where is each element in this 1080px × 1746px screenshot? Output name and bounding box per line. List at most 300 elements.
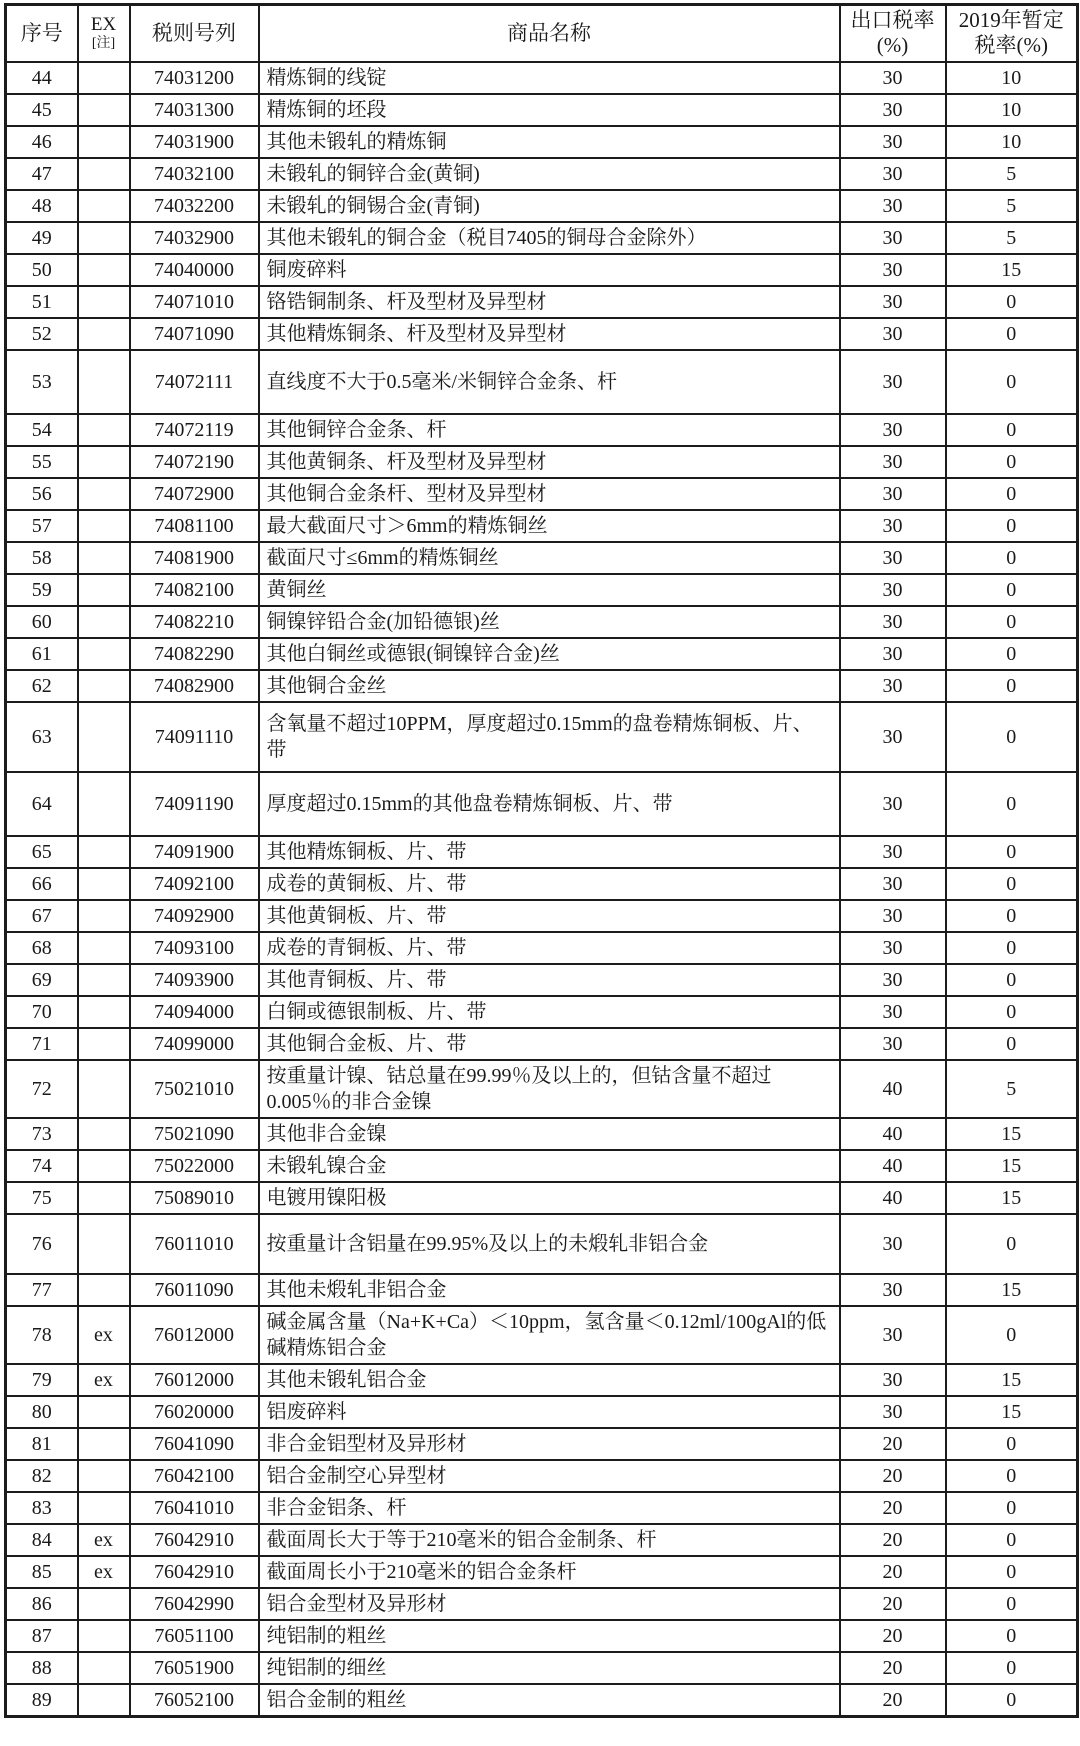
cell-ex (78, 1492, 130, 1524)
cell-code: 74099000 (130, 1028, 259, 1060)
cell-rate-2019: 0 (946, 606, 1078, 638)
cell-seq: 48 (6, 190, 78, 222)
table-row (6, 1556, 1078, 1588)
cell-code: 75089010 (130, 1182, 259, 1214)
cell-name: 铜镍锌铅合金(加铅德银)丝 (259, 606, 840, 638)
cell-export-rate: 30 (840, 190, 946, 222)
table-row (6, 1588, 1078, 1620)
cell-code: 74031300 (130, 94, 259, 126)
table-row (6, 868, 1078, 900)
table-row (6, 1428, 1078, 1460)
cell-rate-2019: 0 (946, 1492, 1078, 1524)
cell-name: 其他未锻轧的精炼铜 (259, 126, 840, 158)
table-row (6, 1524, 1078, 1556)
cell-rate-2019: 5 (946, 222, 1078, 254)
cell-ex (78, 1684, 130, 1717)
cell-code: 74071010 (130, 286, 259, 318)
cell-name: 碱金属含量（Na+K+Ca）＜10ppm，氢含量＜0.12ml/100gAl的低碱精炼铝合金 (259, 1306, 840, 1364)
cell-export-rate: 30 (840, 126, 946, 158)
table-row (6, 1182, 1078, 1214)
cell-name: 截面尺寸≤6mm的精炼铜丝 (259, 542, 840, 574)
cell-rate-2019: 0 (946, 702, 1078, 772)
cell-name: 截面周长小于210毫米的铝合金条杆 (259, 1556, 840, 1588)
cell-code: 76041010 (130, 1492, 259, 1524)
cell-ex (78, 222, 130, 254)
cell-ex (78, 606, 130, 638)
cell-ex (78, 190, 130, 222)
cell-ex: ex (78, 1524, 130, 1556)
table-row (6, 1396, 1078, 1428)
cell-rate-2019: 0 (946, 868, 1078, 900)
cell-rate-2019: 15 (946, 254, 1078, 286)
cell-export-rate: 30 (840, 670, 946, 702)
table-row (6, 574, 1078, 606)
cell-code: 74093900 (130, 964, 259, 996)
column-header-export-rate-unit: (%) (876, 33, 909, 58)
table-row (6, 542, 1078, 574)
cell-export-rate: 30 (840, 542, 946, 574)
cell-ex (78, 772, 130, 836)
cell-seq: 88 (6, 1652, 78, 1684)
cell-seq: 69 (6, 964, 78, 996)
table-row (6, 1028, 1078, 1060)
cell-rate-2019: 0 (946, 900, 1078, 932)
cell-rate-2019: 0 (946, 1684, 1078, 1717)
cell-ex (78, 1214, 130, 1274)
table-row (6, 702, 1078, 772)
cell-seq: 78 (6, 1306, 78, 1364)
cell-rate-2019: 0 (946, 772, 1078, 836)
table-row (6, 414, 1078, 446)
table-row (6, 1620, 1078, 1652)
cell-name: 其他铜锌合金条、杆 (259, 414, 840, 446)
table-row (6, 1118, 1078, 1150)
cell-rate-2019: 0 (946, 1214, 1078, 1274)
cell-name: 其他铜合金条杆、型材及异型材 (259, 478, 840, 510)
cell-seq: 55 (6, 446, 78, 478)
table-row (6, 606, 1078, 638)
cell-rate-2019: 0 (946, 638, 1078, 670)
column-header-code-label: 税则号列 (152, 20, 236, 45)
cell-name: 直线度不大于0.5毫米/米铜锌合金条、杆 (259, 350, 840, 414)
cell-code: 74082100 (130, 574, 259, 606)
cell-rate-2019: 15 (946, 1182, 1078, 1214)
cell-export-rate: 30 (840, 1214, 946, 1274)
cell-code: 74040000 (130, 254, 259, 286)
cell-rate-2019: 0 (946, 996, 1078, 1028)
cell-name: 精炼铜的坯段 (259, 94, 840, 126)
cell-code: 74072119 (130, 414, 259, 446)
cell-code: 74093100 (130, 932, 259, 964)
table-row (6, 350, 1078, 414)
cell-ex (78, 1028, 130, 1060)
cell-code: 74032100 (130, 158, 259, 190)
cell-rate-2019: 0 (946, 542, 1078, 574)
cell-seq: 64 (6, 772, 78, 836)
cell-name: 黄铜丝 (259, 574, 840, 606)
cell-ex (78, 670, 130, 702)
cell-name: 其他未煅轧非铝合金 (259, 1274, 840, 1306)
cell-seq: 65 (6, 836, 78, 868)
cell-export-rate: 20 (840, 1460, 946, 1492)
cell-seq: 77 (6, 1274, 78, 1306)
cell-rate-2019: 0 (946, 964, 1078, 996)
cell-code: 76052100 (130, 1684, 259, 1717)
table-row (6, 158, 1078, 190)
cell-code: 74072190 (130, 446, 259, 478)
cell-ex (78, 158, 130, 190)
cell-seq: 46 (6, 126, 78, 158)
cell-code: 74072900 (130, 478, 259, 510)
cell-rate-2019: 0 (946, 1556, 1078, 1588)
cell-name: 其他精炼铜板、片、带 (259, 836, 840, 868)
cell-export-rate: 30 (840, 510, 946, 542)
table-row (6, 996, 1078, 1028)
table-row (6, 964, 1078, 996)
cell-code: 74092100 (130, 868, 259, 900)
column-header-export-rate-label: 出口税率 (850, 8, 935, 33)
cell-seq: 74 (6, 1150, 78, 1182)
cell-code: 76011010 (130, 1214, 259, 1274)
cell-code: 75021010 (130, 1060, 259, 1118)
cell-name: 成卷的黄铜板、片、带 (259, 868, 840, 900)
cell-code: 74091190 (130, 772, 259, 836)
cell-export-rate: 30 (840, 772, 946, 836)
cell-code: 74032900 (130, 222, 259, 254)
cell-seq: 86 (6, 1588, 78, 1620)
cell-code: 74092900 (130, 900, 259, 932)
cell-export-rate: 30 (840, 254, 946, 286)
table-row (6, 1306, 1078, 1364)
cell-name: 按重量计镍、钴总量在99.99％及以上的，但钴含量不超过0.005％的非合金镍 (259, 1060, 840, 1118)
cell-code: 74031200 (130, 62, 259, 94)
cell-export-rate: 30 (840, 1306, 946, 1364)
table-row (6, 510, 1078, 542)
cell-name: 其他未锻轧铝合金 (259, 1364, 840, 1396)
cell-ex (78, 638, 130, 670)
cell-seq: 72 (6, 1060, 78, 1118)
cell-seq: 61 (6, 638, 78, 670)
cell-ex (78, 126, 130, 158)
cell-ex (78, 1118, 130, 1150)
cell-ex (78, 542, 130, 574)
cell-export-rate: 20 (840, 1556, 946, 1588)
cell-code: 76042910 (130, 1524, 259, 1556)
column-header-seq (6, 5, 78, 62)
table-row (6, 1492, 1078, 1524)
cell-ex (78, 836, 130, 868)
cell-export-rate: 20 (840, 1620, 946, 1652)
cell-name: 其他未锻轧的铜合金（税目7405的铜母合金除外） (259, 222, 840, 254)
cell-ex (78, 1182, 130, 1214)
cell-ex (78, 254, 130, 286)
cell-code: 76042100 (130, 1460, 259, 1492)
cell-rate-2019: 10 (946, 62, 1078, 94)
cell-code: 74071090 (130, 318, 259, 350)
cell-seq: 67 (6, 900, 78, 932)
cell-rate-2019: 0 (946, 932, 1078, 964)
cell-export-rate: 20 (840, 1428, 946, 1460)
table-body (6, 62, 1078, 1717)
cell-seq: 45 (6, 94, 78, 126)
cell-rate-2019: 15 (946, 1364, 1078, 1396)
cell-ex (78, 62, 130, 94)
cell-seq: 80 (6, 1396, 78, 1428)
cell-ex (78, 1060, 130, 1118)
cell-seq: 49 (6, 222, 78, 254)
cell-name: 其他青铜板、片、带 (259, 964, 840, 996)
cell-code: 74082290 (130, 638, 259, 670)
table-row (6, 1150, 1078, 1182)
cell-rate-2019: 0 (946, 446, 1078, 478)
column-header-export-rate (840, 5, 946, 62)
cell-export-rate: 30 (840, 1364, 946, 1396)
column-header-ex-label: EX (90, 14, 117, 36)
table-row (6, 94, 1078, 126)
cell-code: 76051100 (130, 1620, 259, 1652)
cell-name: 其他非合金镍 (259, 1118, 840, 1150)
cell-ex (78, 1274, 130, 1306)
cell-rate-2019: 0 (946, 510, 1078, 542)
cell-ex (78, 350, 130, 414)
cell-seq: 83 (6, 1492, 78, 1524)
cell-code: 76042990 (130, 1588, 259, 1620)
cell-name: 其他精炼铜条、杆及型材及异型材 (259, 318, 840, 350)
cell-ex (78, 318, 130, 350)
cell-export-rate: 30 (840, 158, 946, 190)
cell-seq: 47 (6, 158, 78, 190)
cell-rate-2019: 0 (946, 1620, 1078, 1652)
cell-rate-2019: 0 (946, 1460, 1078, 1492)
table-row (6, 638, 1078, 670)
cell-export-rate: 30 (840, 868, 946, 900)
cell-export-rate: 30 (840, 702, 946, 772)
cell-export-rate: 30 (840, 606, 946, 638)
cell-code: 76011090 (130, 1274, 259, 1306)
cell-ex (78, 414, 130, 446)
cell-name: 其他白铜丝或德银(铜镍锌合金)丝 (259, 638, 840, 670)
cell-name: 铝合金制的粗丝 (259, 1684, 840, 1717)
cell-seq: 56 (6, 478, 78, 510)
cell-ex (78, 932, 130, 964)
cell-rate-2019: 15 (946, 1396, 1078, 1428)
cell-code: 75021090 (130, 1118, 259, 1150)
table-row (6, 478, 1078, 510)
cell-rate-2019: 15 (946, 1150, 1078, 1182)
cell-seq: 68 (6, 932, 78, 964)
cell-seq: 62 (6, 670, 78, 702)
cell-rate-2019: 0 (946, 1028, 1078, 1060)
cell-export-rate: 30 (840, 62, 946, 94)
cell-code: 76020000 (130, 1396, 259, 1428)
table-row (6, 670, 1078, 702)
cell-code: 74082210 (130, 606, 259, 638)
cell-name: 电镀用镍阳极 (259, 1182, 840, 1214)
cell-name: 铜废碎料 (259, 254, 840, 286)
cell-name: 未锻轧的铜锌合金(黄铜) (259, 158, 840, 190)
cell-code: 74072111 (130, 350, 259, 414)
table-row (6, 932, 1078, 964)
cell-rate-2019: 0 (946, 1588, 1078, 1620)
cell-ex (78, 868, 130, 900)
cell-ex (78, 446, 130, 478)
cell-rate-2019: 15 (946, 1118, 1078, 1150)
cell-ex: ex (78, 1306, 130, 1364)
cell-name: 铝合金型材及异形材 (259, 1588, 840, 1620)
cell-code: 76041090 (130, 1428, 259, 1460)
cell-seq: 89 (6, 1684, 78, 1717)
cell-ex (78, 900, 130, 932)
table-row (6, 62, 1078, 94)
cell-seq: 44 (6, 62, 78, 94)
cell-ex (78, 964, 130, 996)
cell-ex (78, 1588, 130, 1620)
cell-export-rate: 30 (840, 900, 946, 932)
cell-code: 75022000 (130, 1150, 259, 1182)
cell-export-rate: 30 (840, 414, 946, 446)
cell-name: 成卷的青铜板、片、带 (259, 932, 840, 964)
cell-rate-2019: 5 (946, 190, 1078, 222)
table-row (6, 318, 1078, 350)
cell-export-rate: 30 (840, 574, 946, 606)
cell-seq: 52 (6, 318, 78, 350)
table-row (6, 126, 1078, 158)
cell-name: 含氧量不超过10PPM，厚度超过0.15mm的盘卷精炼铜板、片、带 (259, 702, 840, 772)
cell-code: 74091900 (130, 836, 259, 868)
cell-export-rate: 40 (840, 1060, 946, 1118)
table-row (6, 1274, 1078, 1306)
cell-export-rate: 30 (840, 222, 946, 254)
cell-name: 白铜或德银制板、片、带 (259, 996, 840, 1028)
cell-seq: 87 (6, 1620, 78, 1652)
cell-export-rate: 20 (840, 1652, 946, 1684)
cell-export-rate: 30 (840, 964, 946, 996)
cell-export-rate: 30 (840, 1274, 946, 1306)
cell-export-rate: 30 (840, 350, 946, 414)
cell-export-rate: 30 (840, 996, 946, 1028)
table-row (6, 1364, 1078, 1396)
table-row (6, 1684, 1078, 1717)
table-row (6, 254, 1078, 286)
table-row (6, 1060, 1078, 1118)
cell-seq: 53 (6, 350, 78, 414)
cell-seq: 60 (6, 606, 78, 638)
cell-seq: 66 (6, 868, 78, 900)
cell-export-rate: 30 (840, 94, 946, 126)
column-header-ex-note: [注] (91, 36, 116, 51)
column-header-name (259, 5, 840, 62)
cell-export-rate: 30 (840, 638, 946, 670)
cell-name: 其他黄铜板、片、带 (259, 900, 840, 932)
cell-seq: 63 (6, 702, 78, 772)
column-header-code (130, 5, 259, 62)
cell-rate-2019: 0 (946, 1652, 1078, 1684)
header-row (6, 5, 1078, 62)
cell-rate-2019: 15 (946, 1274, 1078, 1306)
column-header-seq-label: 序号 (20, 20, 63, 45)
cell-rate-2019: 0 (946, 1306, 1078, 1364)
cell-export-rate: 20 (840, 1588, 946, 1620)
cell-code: 74081900 (130, 542, 259, 574)
export-tariff-table (4, 3, 1079, 1718)
cell-export-rate: 30 (840, 478, 946, 510)
cell-ex (78, 1652, 130, 1684)
table-row (6, 1460, 1078, 1492)
cell-name: 未锻轧的铜锡合金(青铜) (259, 190, 840, 222)
cell-seq: 54 (6, 414, 78, 446)
cell-seq: 71 (6, 1028, 78, 1060)
cell-export-rate: 30 (840, 1028, 946, 1060)
cell-export-rate: 40 (840, 1150, 946, 1182)
cell-export-rate: 30 (840, 1396, 946, 1428)
column-header-ex (78, 5, 130, 62)
cell-export-rate: 20 (840, 1524, 946, 1556)
cell-rate-2019: 0 (946, 1428, 1078, 1460)
table-row (6, 222, 1078, 254)
cell-ex (78, 574, 130, 606)
cell-rate-2019: 10 (946, 94, 1078, 126)
cell-seq: 73 (6, 1118, 78, 1150)
cell-code: 74082900 (130, 670, 259, 702)
cell-seq: 50 (6, 254, 78, 286)
column-header-2019-rate (946, 5, 1078, 62)
cell-name: 其他铜合金丝 (259, 670, 840, 702)
cell-seq: 57 (6, 510, 78, 542)
cell-name: 未锻轧镍合金 (259, 1150, 840, 1182)
cell-name: 最大截面尺寸＞6mm的精炼铜丝 (259, 510, 840, 542)
cell-export-rate: 40 (840, 1182, 946, 1214)
cell-export-rate: 30 (840, 286, 946, 318)
cell-export-rate: 30 (840, 836, 946, 868)
cell-code: 74091110 (130, 702, 259, 772)
cell-name: 按重量计含铝量在99.95%及以上的未煅轧非铝合金 (259, 1214, 840, 1274)
cell-export-rate: 20 (840, 1684, 946, 1717)
cell-ex (78, 510, 130, 542)
table-row (6, 772, 1078, 836)
cell-ex (78, 996, 130, 1028)
cell-name: 铬锆铜制条、杆及型材及异型材 (259, 286, 840, 318)
table-row (6, 900, 1078, 932)
cell-ex: ex (78, 1556, 130, 1588)
cell-seq: 82 (6, 1460, 78, 1492)
cell-rate-2019: 0 (946, 1524, 1078, 1556)
cell-rate-2019: 5 (946, 1060, 1078, 1118)
table-row (6, 1652, 1078, 1684)
table-row (6, 446, 1078, 478)
cell-ex (78, 1428, 130, 1460)
cell-rate-2019: 0 (946, 414, 1078, 446)
cell-name: 精炼铜的线锭 (259, 62, 840, 94)
cell-name: 厚度超过0.15mm的其他盘卷精炼铜板、片、带 (259, 772, 840, 836)
cell-code: 74094000 (130, 996, 259, 1028)
cell-rate-2019: 0 (946, 318, 1078, 350)
cell-export-rate: 30 (840, 318, 946, 350)
cell-code: 74081100 (130, 510, 259, 542)
cell-ex (78, 1460, 130, 1492)
cell-seq: 84 (6, 1524, 78, 1556)
cell-name: 非合金铝条、杆 (259, 1492, 840, 1524)
cell-ex (78, 94, 130, 126)
cell-rate-2019: 0 (946, 836, 1078, 868)
cell-ex (78, 1620, 130, 1652)
cell-rate-2019: 10 (946, 126, 1078, 158)
cell-seq: 58 (6, 542, 78, 574)
cell-rate-2019: 0 (946, 286, 1078, 318)
cell-ex (78, 1396, 130, 1428)
cell-name: 截面周长大于等于210毫米的铝合金制条、杆 (259, 1524, 840, 1556)
cell-code: 74031900 (130, 126, 259, 158)
cell-ex (78, 286, 130, 318)
